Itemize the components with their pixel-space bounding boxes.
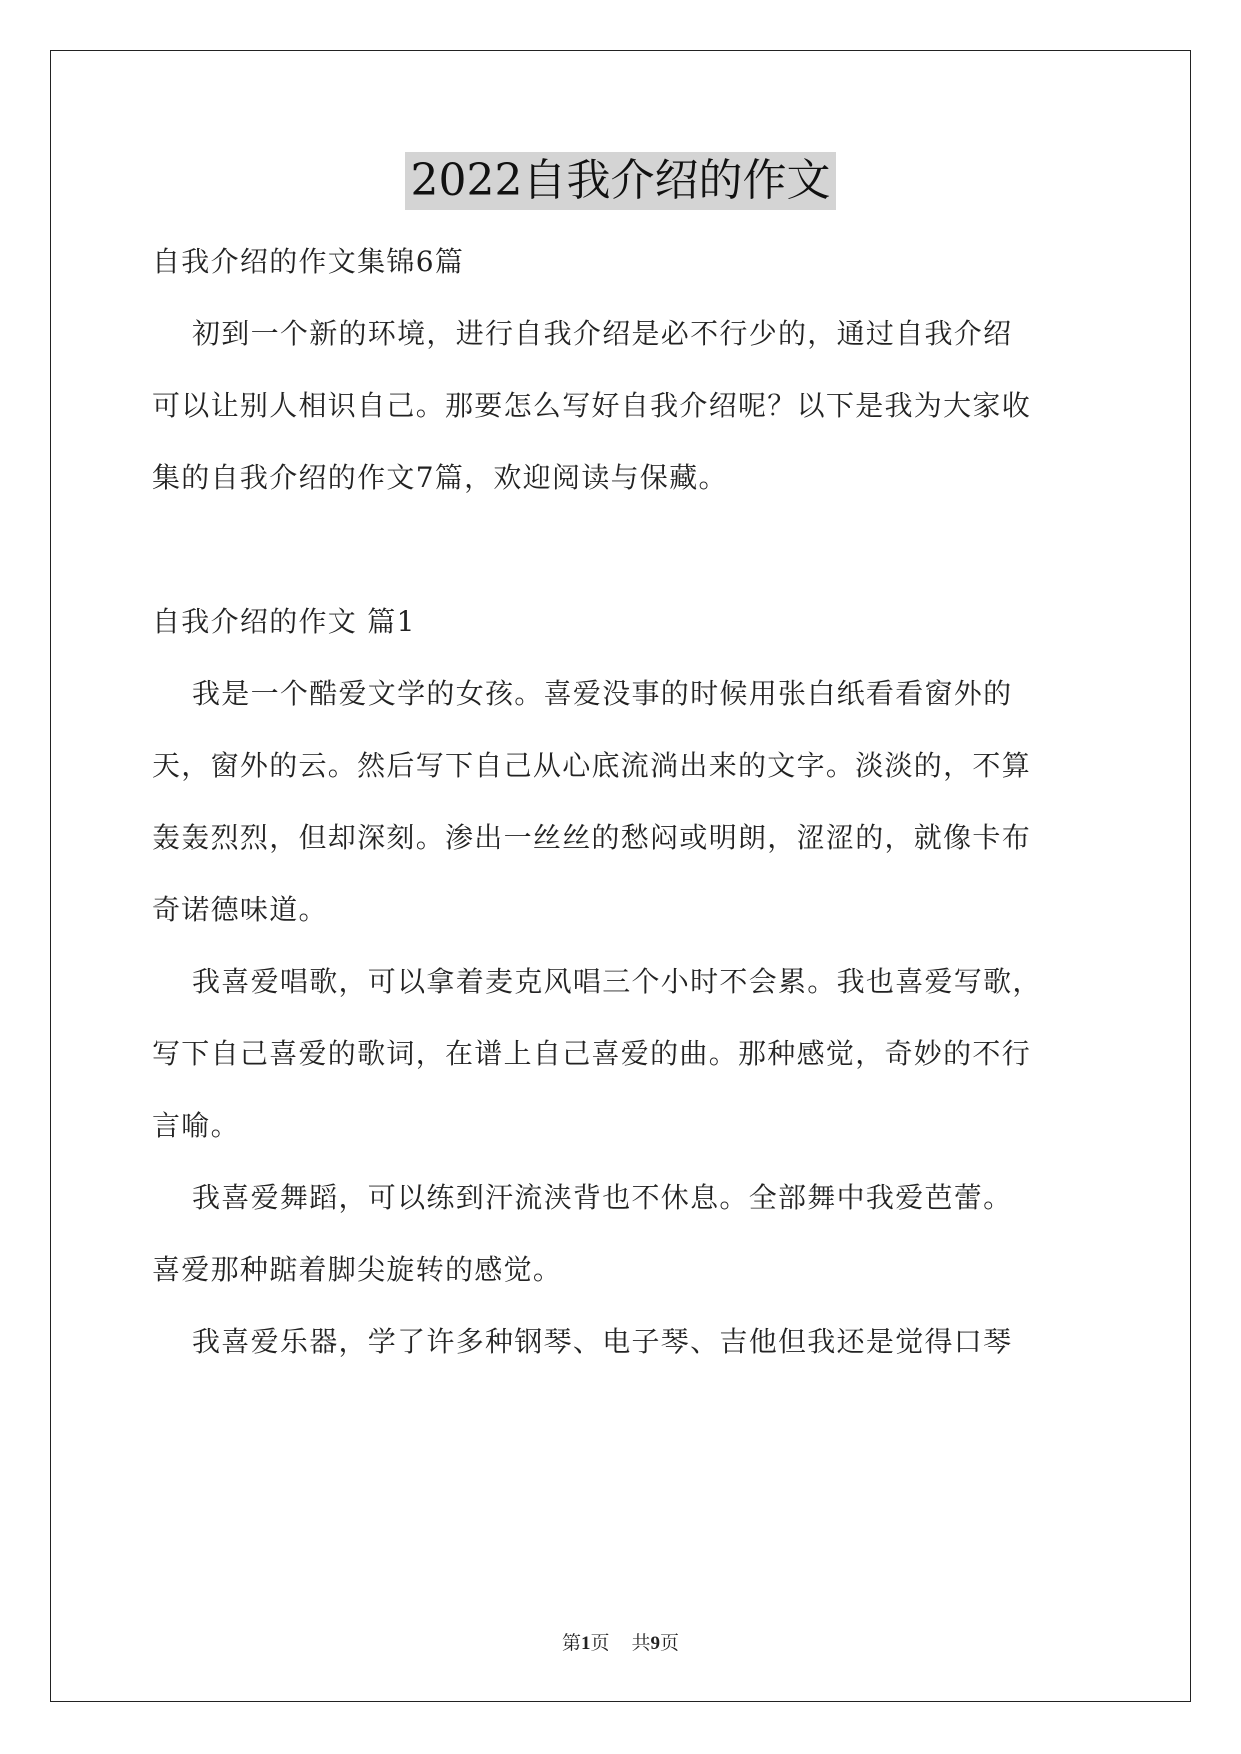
paragraph-line: 集的自我介绍的作文7篇，欢迎阅读与保藏。 (152, 461, 728, 494)
paragraph-line: 奇诺德味道。 (152, 893, 328, 926)
page-border (50, 50, 1191, 1702)
paragraph-line: 天，窗外的云。然后写下自己从心底流淌出来的文字。淡淡的，不算 (152, 749, 1032, 782)
paragraph-line: 初到一个新的环境，进行自我介绍是必不行少的，通过自我介绍 (192, 317, 1013, 350)
paragraph-line: 可以让别人相识自己。那要怎么写好自我介绍呢？以下是我为大家收 (152, 389, 1032, 422)
paragraph-line: 我喜爱乐器，学了许多种钢琴、电子琴、吉他但我还是觉得口琴 (192, 1325, 1013, 1358)
paragraph-line: 轰轰烈烈，但却深刻。渗出一丝丝的愁闷或明朗，涩涩的，就像卡布 (152, 821, 1032, 854)
footer-total-suffix: 页 (660, 1633, 680, 1654)
paragraph-line: 我喜爱唱歌，可以拿着麦克风唱三个小时不会累。我也喜爱写歌， (192, 965, 1042, 998)
footer-total-pages: 9 (650, 1633, 661, 1654)
page-footer (0, 1628, 1241, 1655)
paragraph-line: 言喻。 (152, 1109, 240, 1142)
footer-current-page: 1 (580, 1633, 591, 1654)
document-subtitle: 自我介绍的作文集锦6篇 (152, 245, 465, 278)
document-title: 2022自我介绍的作文 (405, 152, 837, 210)
paragraph-line: 喜爱那种踮着脚尖旋转的感觉。 (152, 1253, 563, 1286)
paragraph-line: 我是一个酷爱文学的女孩。喜爱没事的时候用张白纸看看窗外的 (192, 677, 1013, 710)
footer-prefix: 第 (561, 1633, 581, 1654)
footer-page-word: 页 (590, 1633, 610, 1654)
paragraph-line: 写下自己喜爱的歌词，在谱上自己喜爱的曲。那种感觉，奇妙的不行 (152, 1037, 1032, 1070)
section-heading: 自我介绍的作文 篇1 (152, 605, 416, 638)
title-container (0, 152, 1241, 210)
footer-total-prefix: 共 (631, 1633, 651, 1654)
paragraph-line: 我喜爱舞蹈，可以练到汗流浃背也不休息。全部舞中我爱芭蕾。 (192, 1181, 1013, 1214)
